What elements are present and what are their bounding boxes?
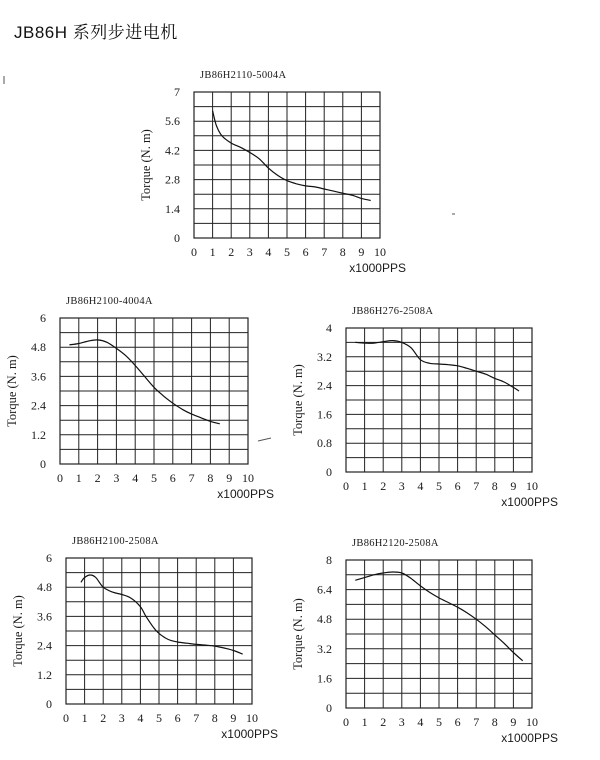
x-tick-label: 3 — [246, 245, 253, 259]
y-tick-label: 4 — [326, 321, 332, 335]
x-tick-label: 10 — [526, 479, 538, 493]
grid-lines — [60, 318, 248, 464]
grid-lines — [194, 92, 380, 238]
x-tick-label: 9 — [358, 245, 365, 259]
y-tick-label: 0 — [326, 465, 332, 479]
x-tick-label: 2 — [380, 479, 387, 493]
x-axis-label: x1000PPS — [217, 487, 274, 501]
chart-jb86h2110-5004a — [140, 62, 450, 278]
y-tick-label: 3.6 — [31, 369, 46, 384]
grid-lines — [346, 560, 532, 708]
y-tick-label: 6.4 — [317, 582, 332, 597]
y-tick-label: 1.4 — [165, 201, 180, 216]
x-tick-label: 6 — [174, 711, 181, 725]
y-axis-label: Torque (N. m) — [139, 129, 153, 201]
x-tick-label: 3 — [118, 711, 125, 725]
y-tick-label: 2.8 — [165, 172, 180, 187]
x-tick-label: 8 — [491, 715, 498, 729]
x-tick-label: 0 — [63, 711, 69, 725]
y-tick-label: 2.4 — [37, 638, 52, 653]
x-axis-label: x1000PPS — [349, 261, 406, 275]
x-tick-label: 6 — [169, 471, 176, 485]
y-tick-label: 1.2 — [31, 427, 46, 442]
chart-jb86h2100-2508a — [10, 532, 322, 744]
x-tick-label: 4 — [417, 715, 424, 729]
x-tick-label: 9 — [226, 471, 233, 485]
grid-lines — [66, 558, 252, 704]
chart-jb86h2100-4004a — [5, 292, 318, 504]
y-axis-label: Torque (N. m) — [291, 364, 305, 436]
y-tick-label: 4.8 — [37, 580, 52, 595]
x-tick-label: 0 — [343, 715, 349, 729]
y-tick-label: 3.6 — [37, 609, 52, 624]
x-tick-label: 10 — [246, 711, 258, 725]
chart-title: JB86H2110-5004A — [200, 70, 287, 81]
x-tick-label: 2 — [228, 245, 235, 259]
x-axis-label: x1000PPS — [501, 495, 558, 509]
y-tick-label: 1.6 — [317, 671, 332, 686]
x-tick-label: 4 — [417, 479, 424, 493]
x-tick-label: 8 — [491, 479, 498, 493]
x-tick-label: 7 — [193, 711, 200, 725]
x-tick-label: 7 — [188, 471, 195, 485]
y-tick-label: 0 — [40, 457, 46, 471]
chart-title: JB86H2100-4004A — [66, 296, 153, 307]
x-tick-label: 0 — [57, 471, 63, 485]
y-tick-label: 0.8 — [317, 436, 332, 451]
y-tick-label: 3.2 — [317, 349, 332, 364]
y-tick-label: 0 — [46, 697, 52, 711]
x-tick-label: 2 — [100, 711, 107, 725]
y-tick-label: 5.6 — [165, 114, 180, 129]
torque-curve — [213, 111, 371, 201]
x-axis-label: x1000PPS — [501, 731, 558, 745]
grid-lines — [346, 328, 532, 472]
x-tick-label: 3 — [113, 471, 120, 485]
x-axis-label: x1000PPS — [221, 727, 278, 741]
x-tick-label: 5 — [151, 471, 157, 485]
x-tick-label: 7 — [473, 479, 480, 493]
x-tick-label: 10 — [374, 245, 386, 259]
y-tick-label: 4.8 — [31, 340, 46, 355]
x-tick-label: 6 — [302, 245, 309, 259]
x-tick-label: 8 — [339, 245, 346, 259]
x-tick-label: 3 — [398, 715, 405, 729]
x-tick-label: 2 — [380, 715, 387, 729]
x-tick-label: 4 — [137, 711, 144, 725]
x-tick-label: 4 — [265, 245, 272, 259]
chart-title: JB86H2100-2508A — [72, 536, 159, 547]
chart-jb86h2120-2508a — [291, 530, 600, 748]
x-tick-label: 6 — [454, 715, 461, 729]
y-tick-label: 2.4 — [31, 398, 46, 413]
x-tick-label: 9 — [230, 711, 237, 725]
y-tick-label: 1.2 — [37, 667, 52, 682]
chart-jb86h276-2508a — [291, 302, 600, 512]
x-tick-label: 1 — [81, 711, 88, 725]
y-axis-label: Torque (N. m) — [5, 355, 19, 427]
x-tick-label: 5 — [156, 711, 162, 725]
x-tick-label: 5 — [284, 245, 290, 259]
x-tick-label: 10 — [526, 715, 538, 729]
x-tick-label: 9 — [510, 715, 517, 729]
x-tick-label: 0 — [191, 245, 197, 259]
y-tick-label: 4.8 — [317, 612, 332, 627]
x-tick-label: 1 — [361, 715, 368, 729]
x-tick-label: 6 — [454, 479, 461, 493]
x-tick-label: 0 — [343, 479, 349, 493]
x-tick-label: 10 — [242, 471, 254, 485]
y-tick-label: 6 — [40, 311, 46, 325]
x-tick-label: 1 — [75, 471, 82, 485]
y-tick-label: 6 — [46, 551, 52, 565]
y-tick-label: 3.2 — [317, 641, 332, 656]
x-tick-label: 1 — [361, 479, 368, 493]
x-tick-label: 7 — [321, 245, 328, 259]
y-tick-label: 4.2 — [165, 143, 180, 158]
page-title: JB86H 系列步进电机 — [14, 23, 178, 42]
torque-curve — [69, 340, 219, 424]
x-tick-label: 4 — [132, 471, 139, 485]
x-tick-label: 7 — [473, 715, 480, 729]
y-tick-label: 0 — [326, 701, 332, 715]
y-axis-label: Torque (N. m) — [11, 595, 25, 667]
y-tick-label: 7 — [174, 85, 180, 99]
x-tick-label: 3 — [398, 479, 405, 493]
y-axis-label: Torque (N. m) — [291, 598, 305, 670]
x-tick-label: 8 — [207, 471, 214, 485]
x-tick-label: 9 — [510, 479, 517, 493]
x-tick-label: 1 — [209, 245, 216, 259]
y-tick-label: 1.6 — [317, 407, 332, 422]
y-tick-label: 8 — [326, 553, 332, 567]
x-tick-label: 8 — [211, 711, 218, 725]
y-tick-label: 2.4 — [317, 378, 332, 393]
x-tick-label: 5 — [436, 715, 442, 729]
x-tick-label: 2 — [94, 471, 101, 485]
chart-title: JB86H2120-2508A — [352, 538, 439, 549]
x-tick-label: 5 — [436, 479, 442, 493]
y-tick-label: 0 — [174, 231, 180, 245]
chart-title: JB86H276-2508A — [352, 306, 434, 317]
